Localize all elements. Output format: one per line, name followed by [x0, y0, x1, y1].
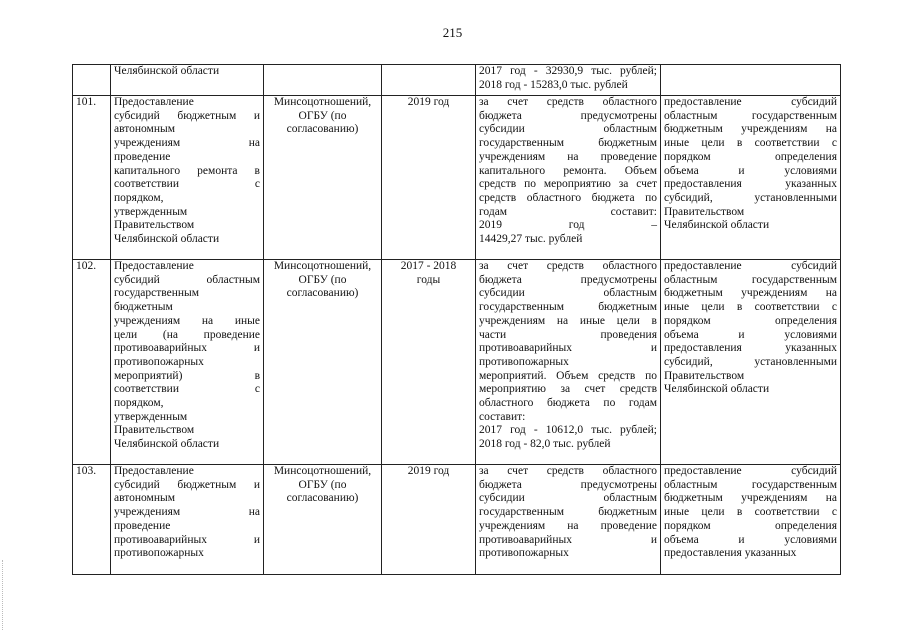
funding-line: средств по мероприятию за счет: [479, 178, 657, 191]
executor-line: согласованию): [286, 492, 359, 505]
result-line: порядком определения: [664, 150, 837, 163]
funding-line: областного бюджета по годам: [479, 397, 657, 410]
measure-line: Правительством: [114, 424, 195, 437]
funding-line: субсидии областным: [479, 287, 657, 300]
row-number: 102.: [76, 260, 97, 272]
funding-line: противоаварийных и: [479, 533, 657, 546]
term-text: 2019 год: [407, 465, 450, 477]
executor-cell: [264, 96, 382, 260]
term-cell: [382, 260, 476, 465]
funding-line: противопожарных: [479, 355, 569, 368]
row-number-cell: [73, 260, 111, 465]
measure-line: соответствии с: [114, 383, 260, 396]
result-line: порядком определения: [664, 519, 837, 532]
result-line: предоставления указанных: [664, 547, 797, 560]
measure-line: капитального ремонта в: [114, 164, 260, 177]
result-line: предоставление субсидий: [664, 260, 837, 272]
measure-line: автономным: [114, 123, 175, 136]
measure-line: бюджетным: [114, 301, 173, 314]
funding-line: 2019 год –: [479, 219, 657, 232]
result-line: объема и условиями: [664, 533, 837, 546]
funding-line: составит:: [479, 410, 526, 423]
funding-cell: [476, 65, 661, 96]
funding-line: капитального ремонта. Объем: [479, 164, 657, 177]
result-line: порядком определения: [664, 314, 837, 327]
executor-line: согласованию): [286, 287, 359, 300]
measure-line: Челябинской области: [114, 65, 220, 77]
measure-line: Предоставление: [114, 96, 194, 108]
measure-line: противопожарных: [114, 547, 204, 560]
result-line: субсидий, установленными: [664, 355, 837, 368]
funding-line: государственным бюджетным: [479, 506, 657, 519]
result-line: иные цели в соответствии с: [664, 301, 837, 314]
result-line: Правительством: [664, 369, 745, 382]
funding-cell: [476, 465, 661, 575]
measure-cell: [111, 465, 264, 575]
result-line: Челябинской области: [664, 383, 770, 396]
result-line: объема и условиями: [664, 328, 837, 341]
measure-line: учреждениям на: [114, 137, 260, 150]
funding-line: 14429,27 тыс. рублей: [479, 233, 583, 246]
term-text: 2019 год: [407, 96, 450, 108]
funding-line: субсидии областным: [479, 492, 657, 505]
result-line: объема и условиями: [664, 164, 837, 177]
measure-line: проведение: [114, 519, 171, 532]
funding-line: субсидии областным: [479, 123, 657, 136]
measure-line: противопожарных: [114, 355, 204, 368]
result-cell: [661, 465, 841, 575]
executor-line: Минсоцотношений,: [273, 465, 372, 477]
measure-line: государственным: [114, 287, 200, 300]
measure-line: субсидий областным: [114, 273, 260, 286]
funding-line: 2017 год - 10612,0 тыс. рублей;: [479, 424, 657, 437]
table-row: [73, 96, 841, 260]
funding-line: бюджета предусмотрены: [479, 109, 657, 122]
measure-line: утвержденным: [114, 410, 188, 423]
measure-line: мероприятий) в: [114, 369, 260, 382]
measure-line: утвержденным: [114, 205, 188, 218]
measure-line: Челябинской области: [114, 233, 220, 246]
term-cell: [382, 65, 476, 96]
measure-line: соответствии с: [114, 178, 260, 191]
term-cell: [382, 465, 476, 575]
measure-line: проведение: [114, 150, 171, 163]
result-cell: [661, 96, 841, 260]
funding-line: бюджета предусмотрены: [479, 478, 657, 491]
term-text: 2017 - 2018 годы: [400, 260, 457, 286]
result-cell: [661, 260, 841, 465]
table-row: [73, 465, 841, 575]
measure-line: противоаварийных и: [114, 342, 260, 355]
executor-line: ОГБУ (по: [298, 478, 347, 491]
result-line: предоставления указанных: [664, 178, 837, 191]
measure-line: Правительством: [114, 219, 195, 232]
result-line: предоставление субсидий: [664, 96, 837, 108]
funding-line: части проведения: [479, 328, 657, 341]
measure-line: Предоставление: [114, 465, 194, 477]
measure-line: учреждениям на: [114, 506, 260, 519]
funding-cell: [476, 96, 661, 260]
row-number-cell: [73, 96, 111, 260]
executor-cell: [264, 465, 382, 575]
funding-line: учреждениям на проведение: [479, 519, 657, 532]
scan-edge-marks: [2, 560, 5, 630]
funding-line: за счет средств областного: [479, 465, 657, 477]
result-line: Правительством: [664, 205, 745, 218]
result-line: предоставление субсидий: [664, 465, 837, 477]
row-number-cell: [73, 465, 111, 575]
funding-line: мероприятий. Объем средств по: [479, 369, 657, 382]
term-cell: [382, 96, 476, 260]
executor-line: ОГБУ (по: [298, 109, 347, 122]
funding-line: бюджета предусмотрены: [479, 273, 657, 286]
measures-table: [72, 64, 841, 575]
result-line: бюджетным учреждениям на: [664, 287, 837, 300]
funding-line: средств областного бюджета по: [479, 191, 657, 204]
result-line: бюджетным учреждениям на: [664, 123, 837, 136]
measure-line: противоаварийных и: [114, 533, 260, 546]
measure-cell: [111, 260, 264, 465]
result-line: иные цели в соответствии с: [664, 137, 837, 150]
funding-line: 2018 год - 82,0 тыс. рублей: [479, 438, 611, 451]
funding-line: государственным бюджетным: [479, 301, 657, 314]
measure-line: субсидий бюджетным и: [114, 478, 260, 491]
funding-line: за счет средств областного: [479, 260, 657, 272]
measure-line: цели (на проведение: [114, 328, 260, 341]
result-line: областным государственным: [664, 109, 837, 122]
measure-line: Предоставление: [114, 260, 194, 272]
measure-cell: [111, 65, 264, 96]
executor-line: ОГБУ (по: [298, 273, 347, 286]
result-line: субсидий, установленными: [664, 191, 837, 204]
funding-line: 2018 год - 15283,0 тыс. рублей: [479, 78, 628, 91]
result-line: предоставления указанных: [664, 342, 837, 355]
executor-line: Минсоцотношений,: [273, 260, 372, 272]
executor-cell: [264, 260, 382, 465]
funding-line: противопожарных: [479, 547, 569, 560]
measure-cell: [111, 96, 264, 260]
funding-line: за счет средств областного: [479, 96, 657, 108]
row-number: 103.: [76, 465, 97, 477]
measure-line: порядком,: [114, 191, 164, 204]
result-line: областным государственным: [664, 273, 837, 286]
measure-line: субсидий бюджетным и: [114, 109, 260, 122]
result-line: областным государственным: [664, 478, 837, 491]
funding-line: учреждениям на проведение: [479, 150, 657, 163]
funding-line: учреждениям на иные цели в: [479, 314, 657, 327]
result-line: иные цели в соответствии с: [664, 506, 837, 519]
table-row: [73, 260, 841, 465]
measure-line: автономным: [114, 492, 175, 505]
funding-cell: [476, 260, 661, 465]
executor-line: согласованию): [286, 123, 359, 136]
funding-line: государственным бюджетным: [479, 137, 657, 150]
result-line: Челябинской области: [664, 219, 770, 232]
result-cell: [661, 65, 841, 96]
measure-line: порядком,: [114, 397, 164, 410]
page-number: 215: [442, 25, 463, 40]
funding-line: 2017 год - 32930,9 тыс. рублей;: [479, 65, 657, 77]
executor-line: Минсоцотношений,: [273, 96, 372, 108]
row-number-cell: [73, 65, 111, 96]
measure-line: Челябинской области: [114, 438, 220, 451]
row-number: 101.: [76, 96, 97, 108]
funding-line: годам составит:: [479, 205, 657, 218]
table-row: [73, 65, 841, 96]
executor-cell: [264, 65, 382, 96]
measures-table-body: [73, 65, 841, 575]
measure-line: учреждениям на иные: [114, 314, 260, 327]
result-line: бюджетным учреждениям на: [664, 492, 837, 505]
funding-line: мероприятию за счет средств: [479, 383, 657, 396]
funding-line: противоаварийных и: [479, 342, 657, 355]
